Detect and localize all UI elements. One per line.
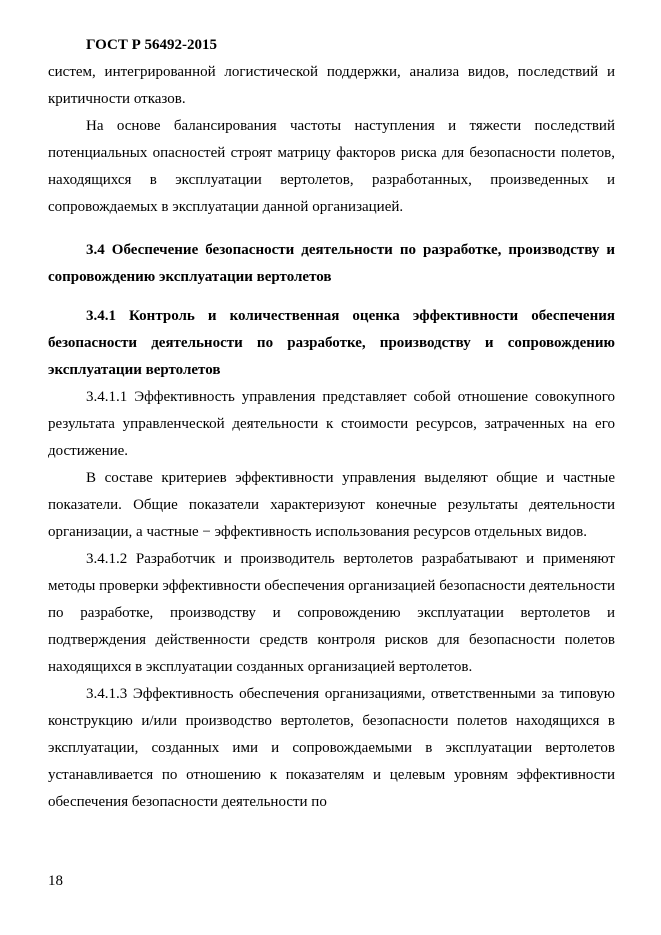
paragraph-risk-matrix: На основе балансирования частоты наступления и тяжести последствий потенциальных опасностей строят матрицу факторов риска для безопасности полетов, находящихся в эксплуатации вертолетов, разработанных, произведенных и сопровождаемых в эксплуатации данной организацией. (48, 118, 615, 215)
paragraph-continuation: систем, интегрированной логистической поддержки, анализа видов, последствий и критичности отказов. (48, 64, 615, 107)
page-number: 18 (48, 873, 63, 889)
section-heading-3-4: 3.4 Обеспечение безопасности деятельности по разработке, производству и сопровождению эксплуатации вертолетов (48, 242, 615, 285)
paragraph-3-4-1-3: 3.4.1.3 Эффективность обеспечения организациями, ответственными за типовую конструкцию и/или производство вертолетов, безопасности полетов находящихся в эксплуатации, созданных ими и сопровождаемыми в эксплуатации вертолетов устанавливается по отношению к показателям и целевым уровням эффективности обеспечения безопасности деятельности по (48, 686, 615, 810)
paragraph-3-4-1-2: 3.4.1.2 Разработчик и производитель вертолетов разрабатывают и применяют методы проверки эффективности обеспечения организацией безопасности деятельности по разработке, производству и сопровождению эксплуатации вертолетов и подтверждения действенности средств контроля рисков для безопасности полетов находящихся в эксплуатации созданных организацией вертолетов. (48, 551, 615, 675)
paragraph-3-4-1-1: 3.4.1.1 Эффективность управления представляет собой отношение совокупного результата управленческой деятельности к стоимости ресурсов, затраченных на его достижение. (48, 389, 615, 459)
paragraph-criteria: В составе критериев эффективности управления выделяют общие и частные показатели. Общие показатели характеризуют конечные результаты деятельности организации, а частные − эффективность использования ресурсов отдельных видов. (48, 470, 615, 540)
document-header-gost-number: ГОСТ Р 56492-2015 (86, 37, 218, 53)
document-body (48, 32, 615, 816)
section-heading-3-4-1: 3.4.1 Контроль и количественная оценка эффективности обеспечения безопасности деятельности по разработке, производству и сопровождению эксплуатации вертолетов (48, 308, 615, 378)
